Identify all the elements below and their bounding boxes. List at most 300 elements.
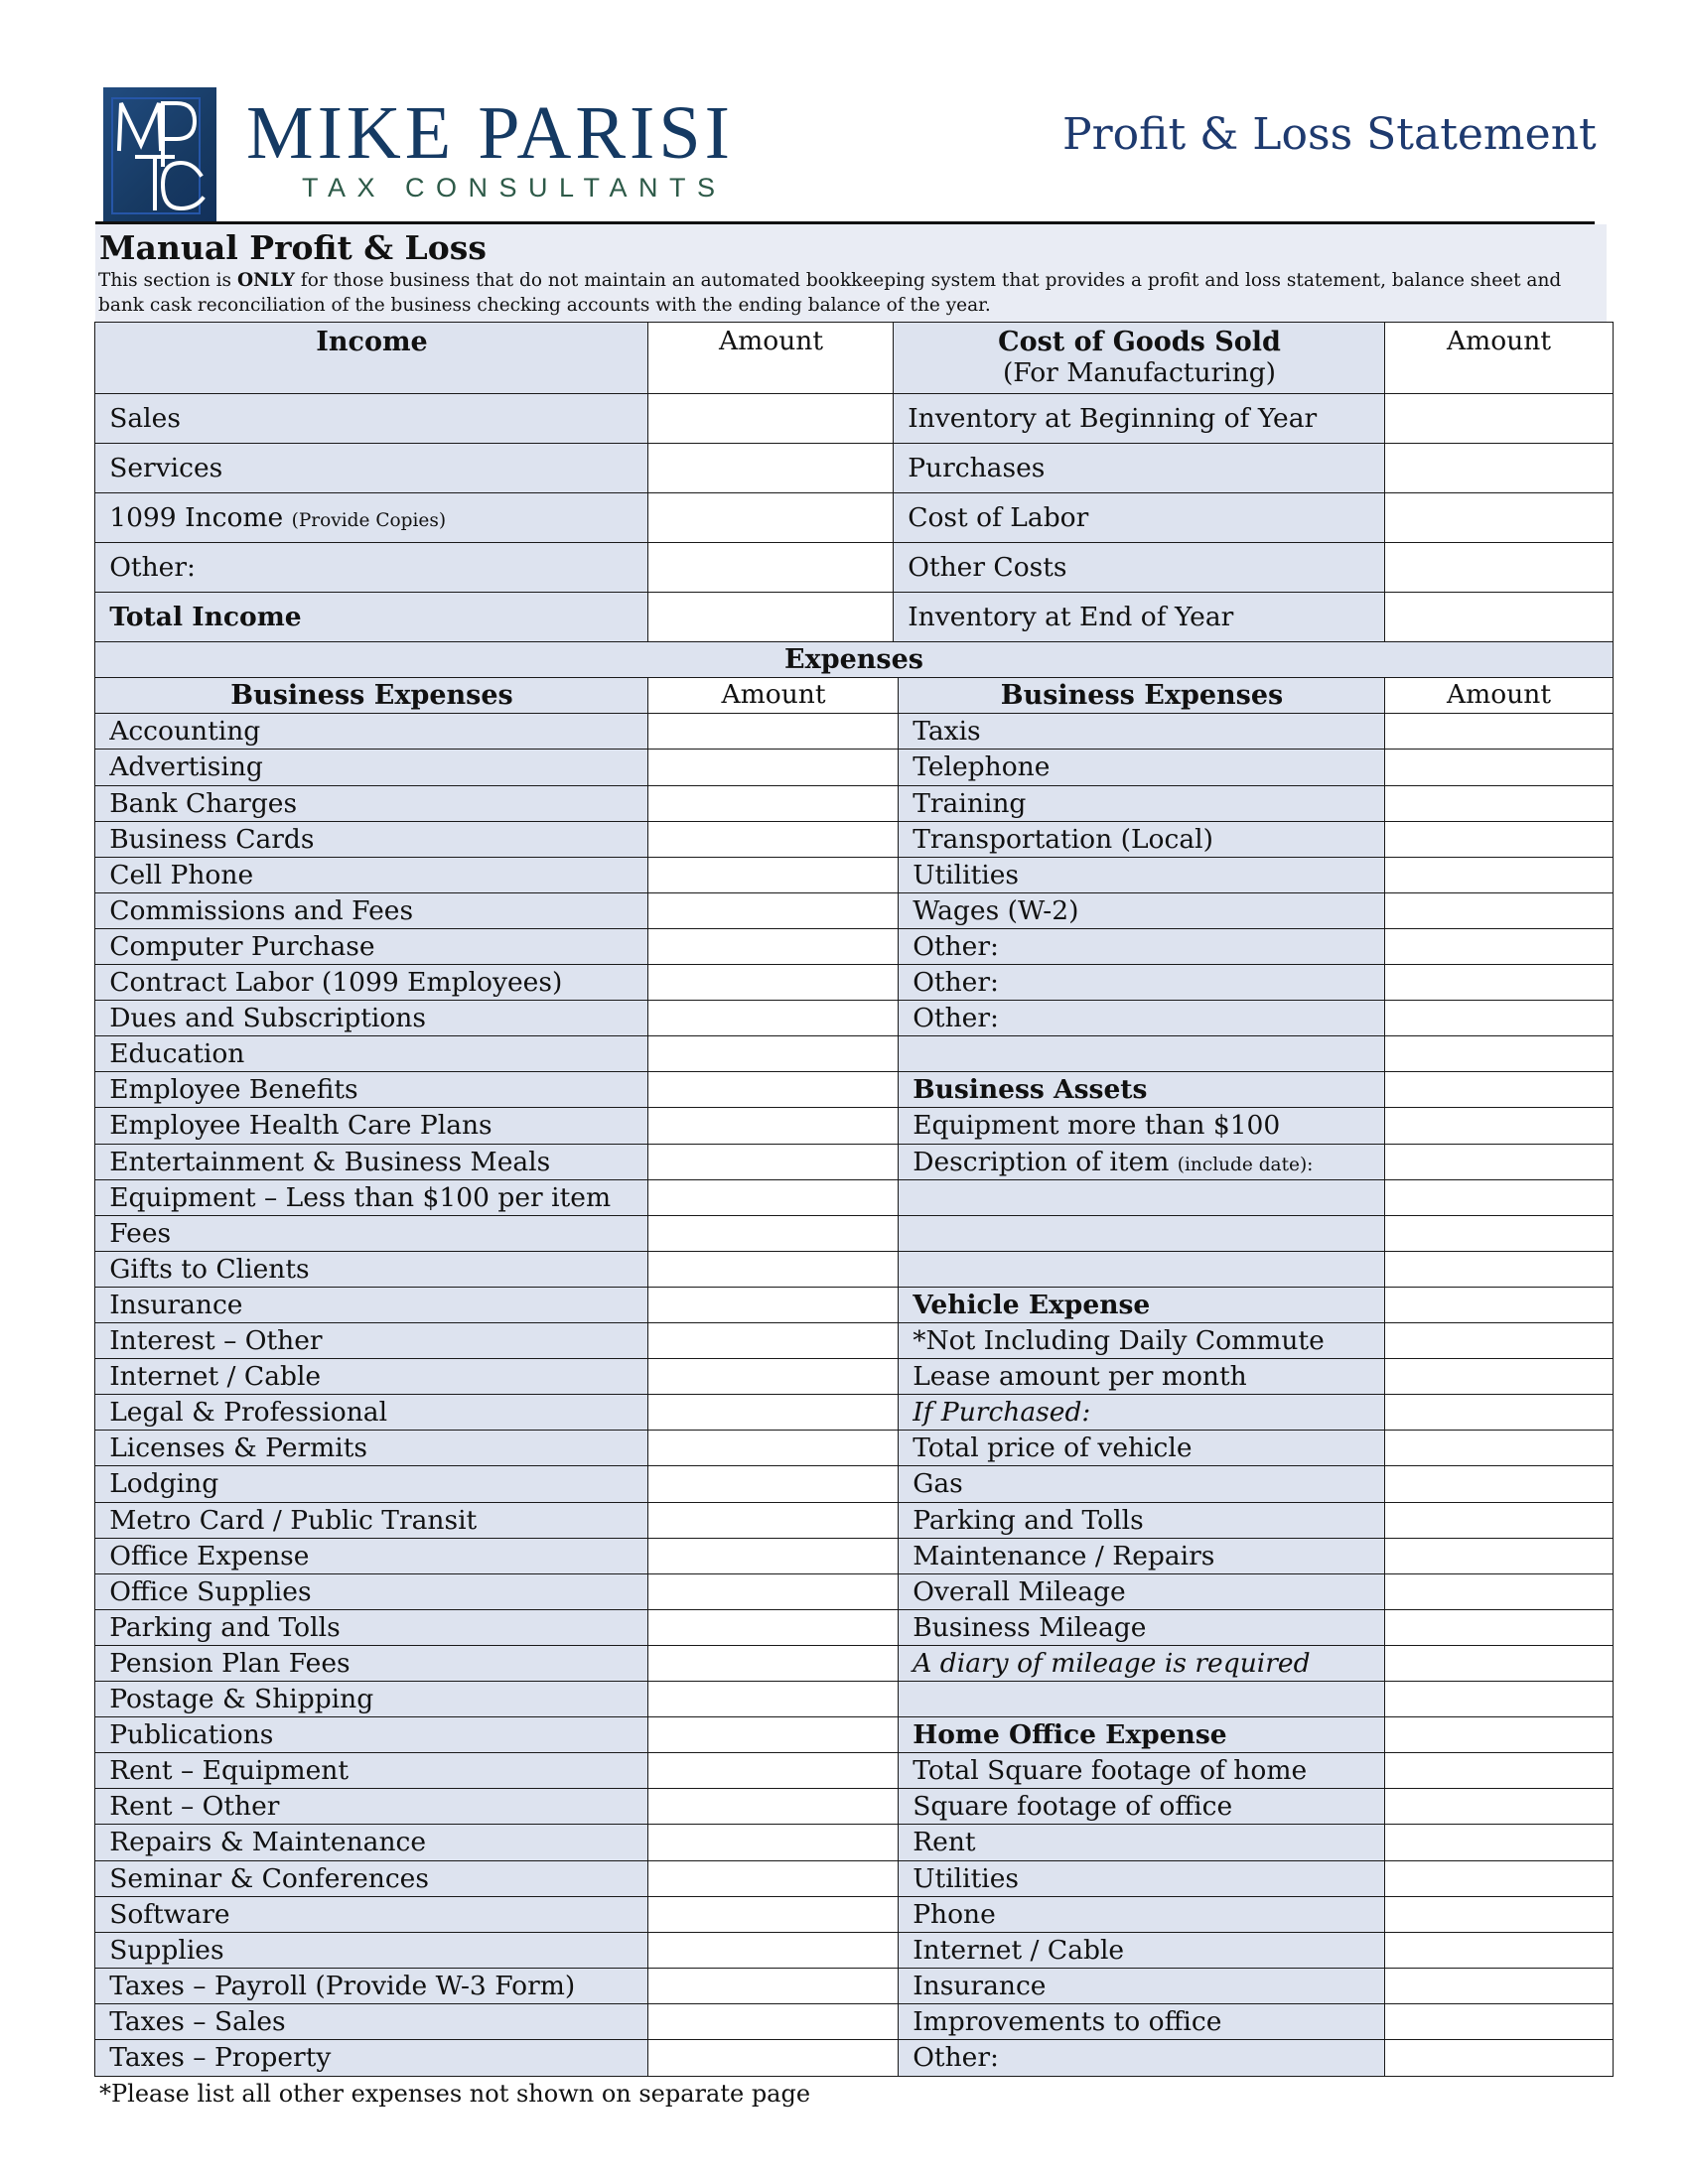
income-row-note: (Provide Copies)	[291, 510, 447, 532]
right-expense-amount-input[interactable]	[1384, 964, 1614, 1002]
right-expense-row-text: Other:	[913, 930, 999, 962]
right-expense-row-label	[913, 1898, 996, 1930]
right-expense-row-label	[913, 930, 999, 962]
right-expense-amount-input[interactable]	[1384, 713, 1614, 751]
expense-amount-input[interactable]	[647, 1107, 900, 1145]
expense-amount-input[interactable]	[647, 1645, 900, 1683]
right-expense-amount-input[interactable]	[1384, 1968, 1614, 2005]
right-expense-amount-input[interactable]	[1384, 1430, 1614, 1467]
expense-row-label: Software	[109, 1898, 230, 1930]
right-expense-row-label	[913, 1110, 1281, 1142]
brand-subtitle: TAX CONSULTANTS	[302, 173, 727, 203]
right-expense-row-text: Phone	[913, 1898, 996, 1930]
right-expense-amount-input[interactable]	[1384, 1251, 1614, 1289]
description-emphasis: ONLY	[236, 270, 295, 291]
right-expense-row-label	[913, 716, 981, 748]
expense-row-label: Internet / Cable	[109, 1361, 322, 1393]
expense-amount-input[interactable]	[647, 964, 900, 1002]
right-expense-row-label-cell	[898, 1430, 1386, 1467]
right-expense-row-label	[913, 1970, 1047, 2001]
expense-amount-input[interactable]	[647, 1573, 900, 1611]
expense-row-label: Taxes – Sales	[109, 2005, 286, 2037]
expense-row-label: Employee Health Care Plans	[109, 1110, 492, 1142]
expense-row-label: Metro Card / Public Transit	[109, 1504, 478, 1536]
expense-row-label: Business Cards	[109, 823, 315, 855]
expense-row-label-cell	[94, 1788, 649, 1826]
right-expense-row-text: If Purchased:	[913, 1397, 1091, 1429]
right-expense-row-text: Total price of vehicle	[913, 1433, 1193, 1464]
expense-amount-input[interactable]	[647, 1322, 900, 1360]
cogs-row-label-cell	[893, 592, 1386, 643]
expense-row-label: Interest – Other	[109, 1325, 323, 1356]
right-expense-amount-input[interactable]	[1384, 749, 1614, 786]
right-expense-row-label-cell	[898, 2003, 1386, 2041]
right-expense-row-text: Training	[913, 787, 1027, 819]
expense-amount-input[interactable]	[647, 1179, 900, 1217]
expense-row-label-cell	[94, 1645, 649, 1683]
right-expense-row-note: (include date):	[1177, 1154, 1314, 1175]
expense-row-label-cell	[94, 964, 649, 1002]
expense-amount-input[interactable]	[647, 1932, 900, 1970]
footnote: *Please list all other expenses not shown on separate page	[99, 2080, 811, 2108]
right-expense-row-text: Internet / Cable	[913, 1934, 1125, 1966]
right-expense-row-label	[913, 1647, 1311, 1679]
cogs-amount-header-cell	[1384, 322, 1614, 395]
right-expense-row-text: Home Office Expense	[913, 1719, 1227, 1751]
right-expense-amount-input[interactable]	[1384, 1573, 1614, 1611]
expense-amount-input[interactable]	[647, 1681, 900, 1718]
right-expense-row-text: Vehicle Expense	[913, 1289, 1151, 1320]
income-row-label: Other:	[109, 552, 196, 584]
income-row-label-cell	[94, 443, 649, 494]
expense-amount-input[interactable]	[647, 1071, 900, 1109]
income-row-label: Sales	[109, 403, 181, 435]
expense-row-label-cell	[94, 1896, 649, 1934]
expense-row-label-cell	[94, 821, 649, 859]
expense-row-label-cell	[94, 1573, 649, 1611]
cogs-row-label-cell	[893, 393, 1386, 445]
cogs-amount-input[interactable]	[1384, 592, 1614, 643]
income-amount-input[interactable]	[647, 492, 895, 544]
expense-row-label: Repairs & Maintenance	[109, 1827, 427, 1858]
right-expense-row-label	[913, 967, 999, 998]
expense-row-label-cell	[94, 1681, 649, 1718]
expense-amount-input[interactable]	[647, 1716, 900, 1754]
income-row-label-cell	[94, 592, 649, 643]
right-expense-row-label	[913, 823, 1213, 855]
right-expense-amount-input[interactable]	[1384, 1788, 1614, 1826]
description-post: for those business that do not maintain an automated bookkeeping system that provides a profit and loss statement, balance sheet and bank cask reconciliation of the business checking accounts with the ending balance of the year.	[98, 270, 1562, 316]
subsection-heading	[913, 1074, 1148, 1106]
right-expense-row-label-cell	[898, 1071, 1386, 1109]
expense-amount-input[interactable]	[647, 1465, 900, 1503]
expense-row-label-cell	[94, 928, 649, 966]
right-expense-amount-input[interactable]	[1384, 1502, 1614, 1540]
right-expense-row-label-cell	[898, 1824, 1386, 1861]
expense-row-label-cell	[94, 1071, 649, 1109]
expense-amount-input[interactable]	[647, 1358, 900, 1396]
right-expense-amount-input[interactable]	[1384, 1358, 1614, 1396]
right-amount-header-cell	[1384, 677, 1614, 715]
right-expense-amount-input[interactable]	[1384, 1896, 1614, 1934]
expense-row-label-cell	[94, 1465, 649, 1503]
right-expense-amount-input[interactable]	[1384, 1465, 1614, 1503]
expense-row-label: Advertising	[109, 751, 263, 783]
right-expense-row-label-cell	[898, 1215, 1386, 1253]
company-logo	[103, 87, 216, 223]
right-expense-row-label-cell	[898, 892, 1386, 930]
expense-amount-input[interactable]	[647, 785, 900, 823]
expense-row-label: Parking and Tolls	[109, 1611, 341, 1643]
right-expense-row-text: Total Square footage of home	[913, 1755, 1308, 1787]
expense-row-label: Fees	[109, 1217, 172, 1249]
cogs-subheader: (For Manufacturing)	[1002, 357, 1277, 389]
right-expense-row-label-cell	[898, 1932, 1386, 1970]
income-amount-input[interactable]	[647, 443, 895, 494]
right-expense-amount-input[interactable]	[1384, 1681, 1614, 1718]
expense-row-label-cell	[94, 1179, 649, 1217]
expense-row-label-cell	[94, 1107, 649, 1145]
right-expense-row-label	[913, 1146, 1314, 1177]
right-expense-row-text: Parking and Tolls	[913, 1504, 1144, 1536]
cogs-amount-input[interactable]	[1384, 492, 1614, 544]
amount-header: Amount	[1446, 679, 1551, 711]
right-expense-amount-input[interactable]	[1384, 785, 1614, 823]
right-expense-row-label-cell	[898, 1035, 1386, 1073]
cogs-amount-input[interactable]	[1384, 443, 1614, 494]
income-amount-input[interactable]	[647, 592, 895, 643]
expense-row-label: Legal & Professional	[109, 1397, 388, 1429]
right-expense-row-label	[913, 1361, 1247, 1393]
section-title: Manual Profit & Loss	[99, 228, 487, 267]
right-expense-row-label	[913, 1504, 1144, 1536]
right-expense-row-text: Utilities	[913, 1862, 1020, 1894]
right-expense-row-label-cell	[898, 1502, 1386, 1540]
expense-row-label: Pension Plan Fees	[109, 1647, 351, 1679]
right-expense-amount-input[interactable]	[1384, 821, 1614, 859]
right-expense-amount-input[interactable]	[1384, 1752, 1614, 1790]
right-expense-row-label-cell	[898, 785, 1386, 823]
expense-row-label-cell	[94, 1251, 649, 1289]
expense-amount-input[interactable]	[647, 1896, 900, 1934]
right-expense-row-text: Rent	[913, 1827, 976, 1858]
cogs-amount-input[interactable]	[1384, 542, 1614, 594]
income-amount-input[interactable]	[647, 393, 895, 445]
right-expense-amount-input[interactable]	[1384, 1932, 1614, 1970]
right-expense-row-text: Overall Mileage	[913, 1575, 1126, 1607]
right-expense-amount-input[interactable]	[1384, 892, 1614, 930]
subsection-heading	[913, 1719, 1227, 1751]
expense-amount-input[interactable]	[647, 1752, 900, 1790]
document-title: Profit & Loss Statement	[1062, 109, 1597, 160]
expense-amount-input[interactable]	[647, 713, 900, 751]
expense-row-label-cell	[94, 857, 649, 894]
expense-row-label-cell	[94, 1394, 649, 1432]
right-expense-row-label-cell	[898, 1107, 1386, 1145]
expense-row-label-cell	[94, 1287, 649, 1324]
expense-row-label-cell	[94, 1824, 649, 1861]
right-expense-row-label-cell	[898, 1144, 1386, 1181]
subsection-heading	[913, 1289, 1151, 1320]
right-expense-row-label-cell	[898, 1573, 1386, 1611]
right-expense-row-label	[913, 751, 1051, 783]
expense-amount-input[interactable]	[647, 1824, 900, 1861]
right-expense-row-label	[913, 1468, 963, 1500]
expense-amount-input[interactable]	[647, 1860, 900, 1898]
cogs-row-label-cell	[893, 542, 1386, 594]
right-expense-row-text: *Not Including Daily Commute	[913, 1325, 1325, 1356]
expense-amount-input[interactable]	[647, 892, 900, 930]
right-expense-row-label-cell	[898, 1681, 1386, 1718]
expense-row-label: Equipment – Less than $100 per item	[109, 1181, 612, 1213]
right-expense-amount-input[interactable]	[1384, 1824, 1614, 1861]
income-row-label: Total Income	[109, 602, 302, 633]
income-row-label-cell	[94, 492, 649, 544]
right-expenses-header-cell	[898, 677, 1386, 715]
expense-row-label: Office Expense	[109, 1540, 310, 1571]
expense-amount-input[interactable]	[647, 1609, 900, 1647]
right-expense-row-label	[913, 1862, 1020, 1894]
right-expense-row-label	[913, 1397, 1091, 1429]
expense-row-label: Licenses & Permits	[109, 1433, 368, 1464]
cogs-row-label-cell	[893, 492, 1386, 544]
right-expense-row-text: Square footage of office	[913, 1791, 1233, 1823]
income-amount-input[interactable]	[647, 542, 895, 594]
cogs-row-label: Other Costs	[908, 552, 1067, 584]
cogs-header: Cost of Goods Sold	[998, 327, 1281, 358]
expense-row-label-cell	[94, 1860, 649, 1898]
income-row-label-cell	[94, 393, 649, 445]
income-amount-header-cell	[647, 322, 895, 395]
right-expense-row-label-cell	[898, 749, 1386, 786]
expense-amount-input[interactable]	[647, 1251, 900, 1289]
expense-amount-input[interactable]	[647, 2003, 900, 2041]
right-expense-row-text: Other:	[913, 2042, 999, 2073]
income-row-label-cell	[94, 542, 649, 594]
expense-amount-input[interactable]	[647, 749, 900, 786]
expense-row-label-cell	[94, 1932, 649, 1970]
expense-row-label-cell	[94, 1502, 649, 1540]
right-expense-row-text: Insurance	[913, 1970, 1047, 2001]
expense-row-label: Taxes – Payroll (Provide W-3 Form)	[109, 1970, 576, 2001]
right-expense-amount-input[interactable]	[1384, 1645, 1614, 1683]
income-row-label: Services	[109, 453, 223, 484]
right-expense-row-label	[913, 1435, 1192, 1462]
right-expense-row-label-cell	[898, 1609, 1386, 1647]
right-expense-amount-input[interactable]	[1384, 1287, 1614, 1324]
expense-amount-input[interactable]	[647, 857, 900, 894]
right-expense-row-text: Utilities	[913, 859, 1020, 890]
amount-header: Amount	[718, 326, 823, 357]
right-expense-row-text: Gas	[913, 1468, 963, 1500]
expense-amount-input[interactable]	[647, 1502, 900, 1540]
cogs-row-label: Inventory at Beginning of Year	[908, 403, 1318, 435]
income-row-label: 1099 Income	[109, 502, 292, 534]
expense-amount-input[interactable]	[647, 1215, 900, 1253]
right-expense-row-text: Other:	[913, 1003, 999, 1034]
right-expense-row-label-cell	[898, 1358, 1386, 1396]
right-expense-row-label	[913, 2042, 999, 2073]
expense-row-label: Postage & Shipping	[109, 1684, 374, 1714]
right-expenses-header: Business Expenses	[1000, 680, 1284, 712]
expense-row-label-cell	[94, 1430, 649, 1467]
right-expense-amount-input[interactable]	[1384, 857, 1614, 894]
right-expense-amount-input[interactable]	[1384, 1071, 1614, 1109]
expense-row-label: Supplies	[109, 1934, 224, 1966]
expense-row-label: Insurance	[109, 1289, 243, 1320]
right-expense-row-label	[913, 787, 1027, 819]
right-expense-row-label-cell	[898, 1287, 1386, 1324]
right-expense-amount-input[interactable]	[1384, 2003, 1614, 2041]
income-header-cell	[94, 322, 649, 395]
right-expense-row-label-cell	[898, 2039, 1386, 2077]
expense-row-label: Seminar & Conferences	[109, 1862, 429, 1894]
expenses-title-row	[94, 641, 1614, 679]
expense-row-label: Accounting	[109, 716, 261, 748]
amount-header: Amount	[721, 679, 826, 711]
right-expense-amount-input[interactable]	[1384, 1000, 1614, 1037]
expense-row-label-cell	[94, 1215, 649, 1253]
expense-row-label-cell	[94, 1000, 649, 1037]
right-expense-amount-input[interactable]	[1384, 1716, 1614, 1754]
right-expense-row-label-cell	[898, 1322, 1386, 1360]
right-expense-row-text: Maintenance / Repairs	[913, 1540, 1215, 1571]
cogs-row-label: Inventory at End of Year	[908, 602, 1234, 633]
right-expense-row-label-cell	[898, 928, 1386, 966]
expense-row-label-cell	[94, 1035, 649, 1073]
right-expense-amount-input[interactable]	[1384, 1538, 1614, 1575]
expense-amount-input[interactable]	[647, 1538, 900, 1575]
right-expense-row-label-cell	[898, 821, 1386, 859]
right-expense-amount-input[interactable]	[1384, 2039, 1614, 2077]
right-expense-row-text: Business Mileage	[913, 1611, 1147, 1643]
expense-amount-input[interactable]	[647, 1430, 900, 1467]
right-expense-row-label	[913, 2005, 1222, 2037]
expense-amount-input[interactable]	[647, 1144, 900, 1181]
expense-row-label: Taxes – Property	[109, 2042, 332, 2073]
right-expense-row-text: Lease amount per month	[913, 1361, 1247, 1393]
right-expense-amount-input[interactable]	[1384, 1107, 1614, 1145]
amount-header: Amount	[1446, 326, 1551, 357]
expense-row-label-cell	[94, 1144, 649, 1181]
expense-row-label: Education	[109, 1038, 245, 1070]
right-expense-row-label-cell	[898, 1645, 1386, 1683]
right-expense-row-label	[913, 1934, 1125, 1966]
cogs-row-label: Cost of Labor	[908, 502, 1089, 534]
right-expense-row-label-cell	[898, 1394, 1386, 1432]
expense-row-label: Rent – Equipment	[109, 1755, 349, 1787]
cogs-amount-input[interactable]	[1384, 393, 1614, 445]
expense-row-label: Cell Phone	[109, 859, 254, 890]
right-expense-row-label-cell	[898, 1538, 1386, 1575]
expense-amount-input[interactable]	[647, 928, 900, 966]
expense-row-label: Office Supplies	[109, 1575, 312, 1607]
expense-row-label: Computer Purchase	[109, 930, 375, 962]
expense-row-label-cell	[94, 2003, 649, 2041]
expense-amount-input[interactable]	[647, 1035, 900, 1073]
right-expense-row-text: Improvements to office	[913, 2005, 1222, 2037]
left-amount-header-cell	[647, 677, 900, 715]
right-expense-row-text: Taxis	[913, 716, 981, 748]
right-expense-amount-input[interactable]	[1384, 1035, 1614, 1073]
cogs-row-label: Purchases	[908, 453, 1046, 484]
right-expense-row-label	[913, 1755, 1308, 1787]
right-expense-amount-input[interactable]	[1384, 928, 1614, 966]
expense-row-label: Lodging	[109, 1468, 219, 1500]
expense-row-label-cell	[94, 785, 649, 823]
expense-amount-input[interactable]	[647, 821, 900, 859]
right-expense-amount-input[interactable]	[1384, 1215, 1614, 1253]
expense-amount-input[interactable]	[647, 1394, 900, 1432]
right-expense-row-text: Description of item	[913, 1146, 1178, 1177]
right-expense-row-label-cell	[898, 1465, 1386, 1503]
right-expense-row-text: Business Assets	[913, 1074, 1148, 1106]
expense-row-label: Employee Benefits	[109, 1074, 358, 1106]
right-expense-row-label-cell	[898, 1716, 1386, 1754]
right-expense-row-label	[913, 1575, 1126, 1607]
right-expense-amount-input[interactable]	[1384, 1322, 1614, 1360]
right-expense-amount-input[interactable]	[1384, 1394, 1614, 1432]
expense-row-label: Publications	[109, 1719, 274, 1751]
right-expense-row-label-cell	[898, 713, 1386, 751]
expense-amount-input[interactable]	[647, 1788, 900, 1826]
expense-row-label-cell	[94, 2039, 649, 2077]
right-expense-row-text: Transportation (Local)	[913, 823, 1213, 855]
expense-row-label-cell	[94, 1609, 649, 1647]
right-expense-amount-input[interactable]	[1384, 1609, 1614, 1647]
right-expense-amount-input[interactable]	[1384, 1860, 1614, 1898]
expense-row-label: Entertainment & Business Meals	[109, 1146, 551, 1177]
expense-amount-input[interactable]	[647, 1968, 900, 2005]
right-expense-row-label-cell	[898, 857, 1386, 894]
expense-row-label-cell	[94, 1358, 649, 1396]
right-expense-row-label-cell	[898, 1860, 1386, 1898]
right-expense-row-label	[913, 1791, 1233, 1823]
expense-row-label: Dues and Subscriptions	[109, 1003, 426, 1034]
income-row-label-with-note	[109, 502, 447, 534]
right-expense-row-text: Other:	[913, 967, 999, 998]
expense-row-label-cell	[94, 1716, 649, 1754]
expense-amount-input[interactable]	[647, 1287, 900, 1324]
right-expense-amount-input[interactable]	[1384, 1144, 1614, 1181]
expense-row-label-cell	[94, 892, 649, 930]
expense-amount-input[interactable]	[647, 1000, 900, 1037]
expense-row-label-cell	[94, 1538, 649, 1575]
right-expense-row-label-cell	[898, 1752, 1386, 1790]
expense-row-label-cell	[94, 1322, 649, 1360]
right-expense-row-label	[913, 1611, 1147, 1643]
right-expense-amount-input[interactable]	[1384, 1179, 1614, 1217]
right-expense-row-text: A diary of mileage is required	[913, 1647, 1311, 1679]
right-expense-row-label-cell	[898, 1788, 1386, 1826]
cogs-row-label-cell	[893, 443, 1386, 494]
right-expense-row-label-cell	[898, 964, 1386, 1002]
right-expense-row-text: Wages (W-2)	[913, 894, 1079, 926]
right-expense-row-label-cell	[898, 1968, 1386, 2005]
right-expense-row-label-cell	[898, 1896, 1386, 1934]
expenses-title: Expenses	[784, 644, 923, 676]
expense-row-label: Bank Charges	[109, 787, 298, 819]
right-expense-row-text: Telephone	[913, 751, 1051, 783]
left-expenses-header: Business Expenses	[230, 680, 513, 712]
right-expense-row-label	[913, 859, 1020, 890]
description-pre: This section is	[98, 270, 237, 291]
right-expense-row-label-cell	[898, 1179, 1386, 1217]
right-expense-row-label	[913, 1325, 1325, 1356]
expense-row-label-cell	[94, 1968, 649, 2005]
expense-amount-input[interactable]	[647, 2039, 900, 2077]
right-expense-row-label	[913, 1540, 1215, 1571]
